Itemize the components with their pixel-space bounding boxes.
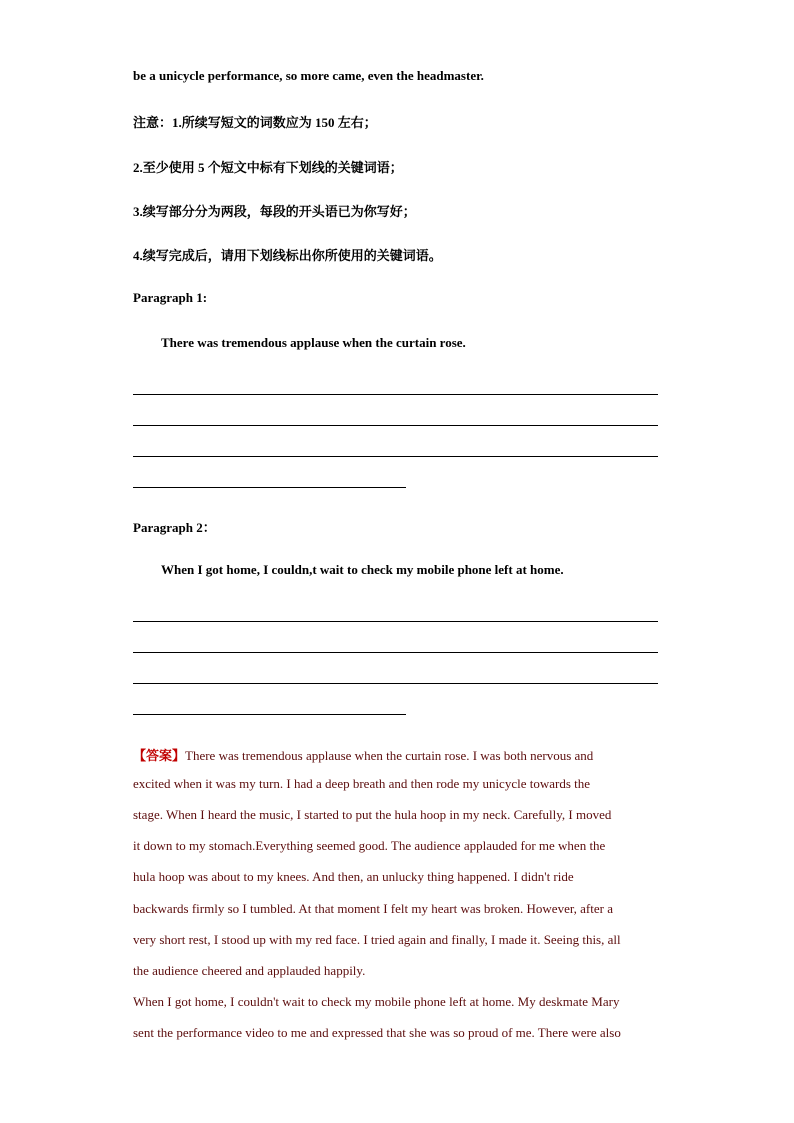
answer-line: hula hoop was about to my knees. And then, an unlucky thing happened. I didn't ride — [133, 869, 574, 884]
note-1: 注意：1.所续写短文的词数应为 150 左右； — [133, 115, 377, 130]
answer-line: very short rest, I stood up with my red face. I tried again and finally, I made it. Seeing this, all — [133, 932, 621, 947]
answer-line: backwards firmly so I tumbled. At that moment I felt my heart was broken. However, after a — [133, 901, 613, 916]
writing-line — [133, 621, 658, 622]
answer-line: the audience cheered and applauded happily. — [133, 963, 366, 978]
paragraph-2-opening: When I got home, I couldn,t wait to check my mobile phone left at home. — [161, 562, 564, 577]
note-2: 2.至少使用 5 个短文中标有下划线的关键词语； — [133, 160, 403, 175]
writing-line — [133, 652, 658, 653]
answer-line: excited when it was my turn. I had a deep breath and then rode my unicycle towards the — [133, 776, 591, 791]
answer-line: it down to my stomach.Everything seemed good. The audience applauded for me when the — [133, 838, 606, 853]
note-3: 3.续写部分分为两段，每段的开头语已为你写好； — [133, 204, 416, 219]
answer-line-1: 【答案】There was tremendous applause when the curtain rose. I was both nervous and — [133, 748, 594, 763]
paragraph-2-label: Paragraph 2： — [133, 520, 216, 535]
answer-line: When I got home, I couldn't wait to check my mobile phone left at home. My deskmate Mary — [133, 994, 620, 1009]
note-4: 4.续写完成后，请用下划线标出你所使用的关键词语。 — [133, 248, 442, 263]
answer-tag: 【答案】 — [133, 748, 186, 763]
intro-text: be a unicycle performance, so more came, even the headmaster. — [133, 68, 484, 83]
paragraph-1-label: Paragraph 1: — [133, 290, 208, 305]
answer-line: sent the performance video to me and expressed that she was so proud of me. There were also — [133, 1025, 621, 1040]
writing-line — [133, 425, 658, 426]
writing-line — [133, 714, 406, 715]
writing-line — [133, 394, 658, 395]
answer-line: stage. When I heard the music, I started to put the hula hoop in my neck. Carefully, I moved — [133, 807, 612, 822]
paragraph-1-opening: There was tremendous applause when the curtain rose. — [161, 335, 466, 350]
writing-line — [133, 456, 658, 457]
writing-line — [133, 487, 406, 488]
writing-line — [133, 683, 658, 684]
